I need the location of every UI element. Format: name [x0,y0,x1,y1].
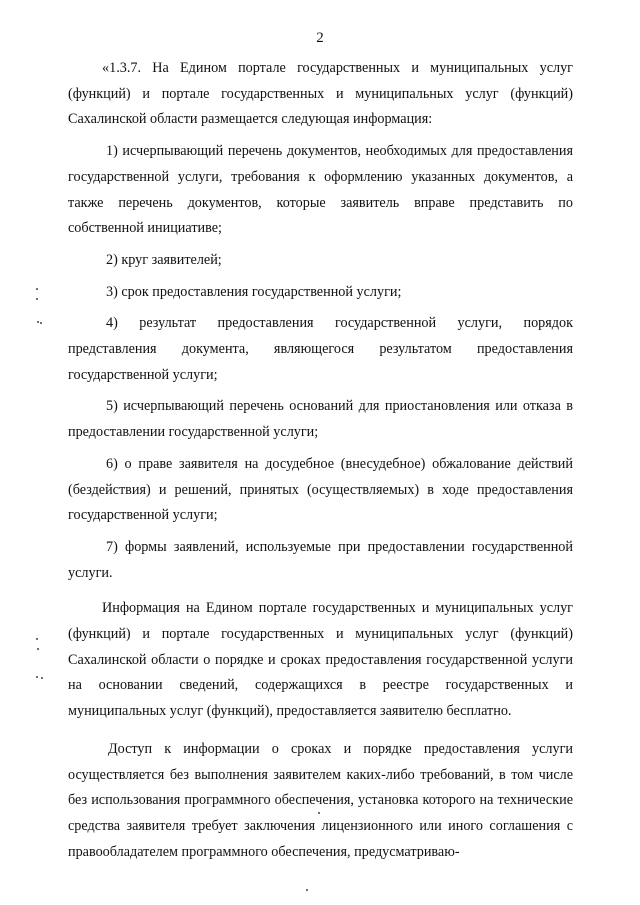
paragraph-info: Информация на Едином портале государственных и муниципальных услуг (функций) и портале государственных и муниципальных услуг (функций) Сахалинской области о порядке и сроках предоставления государственной услуги на основании сведений, содержащихся в реестре государственных и муниципальных услуг (функций), предоставляется заявителю бесплатно. [68,600,573,720]
list-item-4: 4) результат предоставления государственной услуги, порядок представления документа, являющегося результатом предоставления государственной услуги; [68,315,573,383]
list-item-7: 7) формы заявлений, используемые при предоставлении государственной услуги. [68,538,573,581]
paragraph-intro: «1.3.7. На Едином портале государственных и муниципальных услуг (функций) и портале государственных и муниципальных услуг (функций) Сахалинской области размещается следующая информация: [68,60,573,128]
page-number: 2 [316,30,324,46]
scan-speck [36,638,38,640]
scan-speck [36,288,38,290]
list-item-1: 1) исчерпывающий перечень документов, необходимых для предоставления государственной услуги, требования к оформлению указанных документов, а также перечень документов, которые заявитель вправе представить по собственной инициативе; [68,143,573,237]
list-item-5: 5) исчерпывающий перечень оснований для приостановления или отказа в предоставлении государственной услуги; [68,398,573,441]
scan-speck [37,321,39,323]
document-body [68,56,573,871]
scan-speck [36,298,38,300]
scan-speck [36,676,38,678]
scan-speck [306,889,308,891]
paragraph-access: Доступ к информации о сроках и порядке предоставления услуги осуществляется без выполнения заявителем каких-либо требований, в том числе без использования программного обеспечения, установка которого на технические средства заявителя требует заключения лицензионного или иного соглашения с правообладателем программного обеспечения, предусматриваю- [68,740,573,860]
list-item-2: 2) круг заявителей; [106,251,222,268]
scan-speck [40,322,42,324]
list-item-6: 6) о праве заявителя на досудебное (внесудебное) обжалование действий (бездействия) и решений, принятых (осуществляемых) в ходе предоставления государственной услуги; [68,455,573,524]
scan-speck [41,677,43,679]
list-item-3: 3) срок предоставления государственной услуги; [106,283,402,300]
scan-speck [37,648,39,650]
scan-speck [318,812,320,814]
